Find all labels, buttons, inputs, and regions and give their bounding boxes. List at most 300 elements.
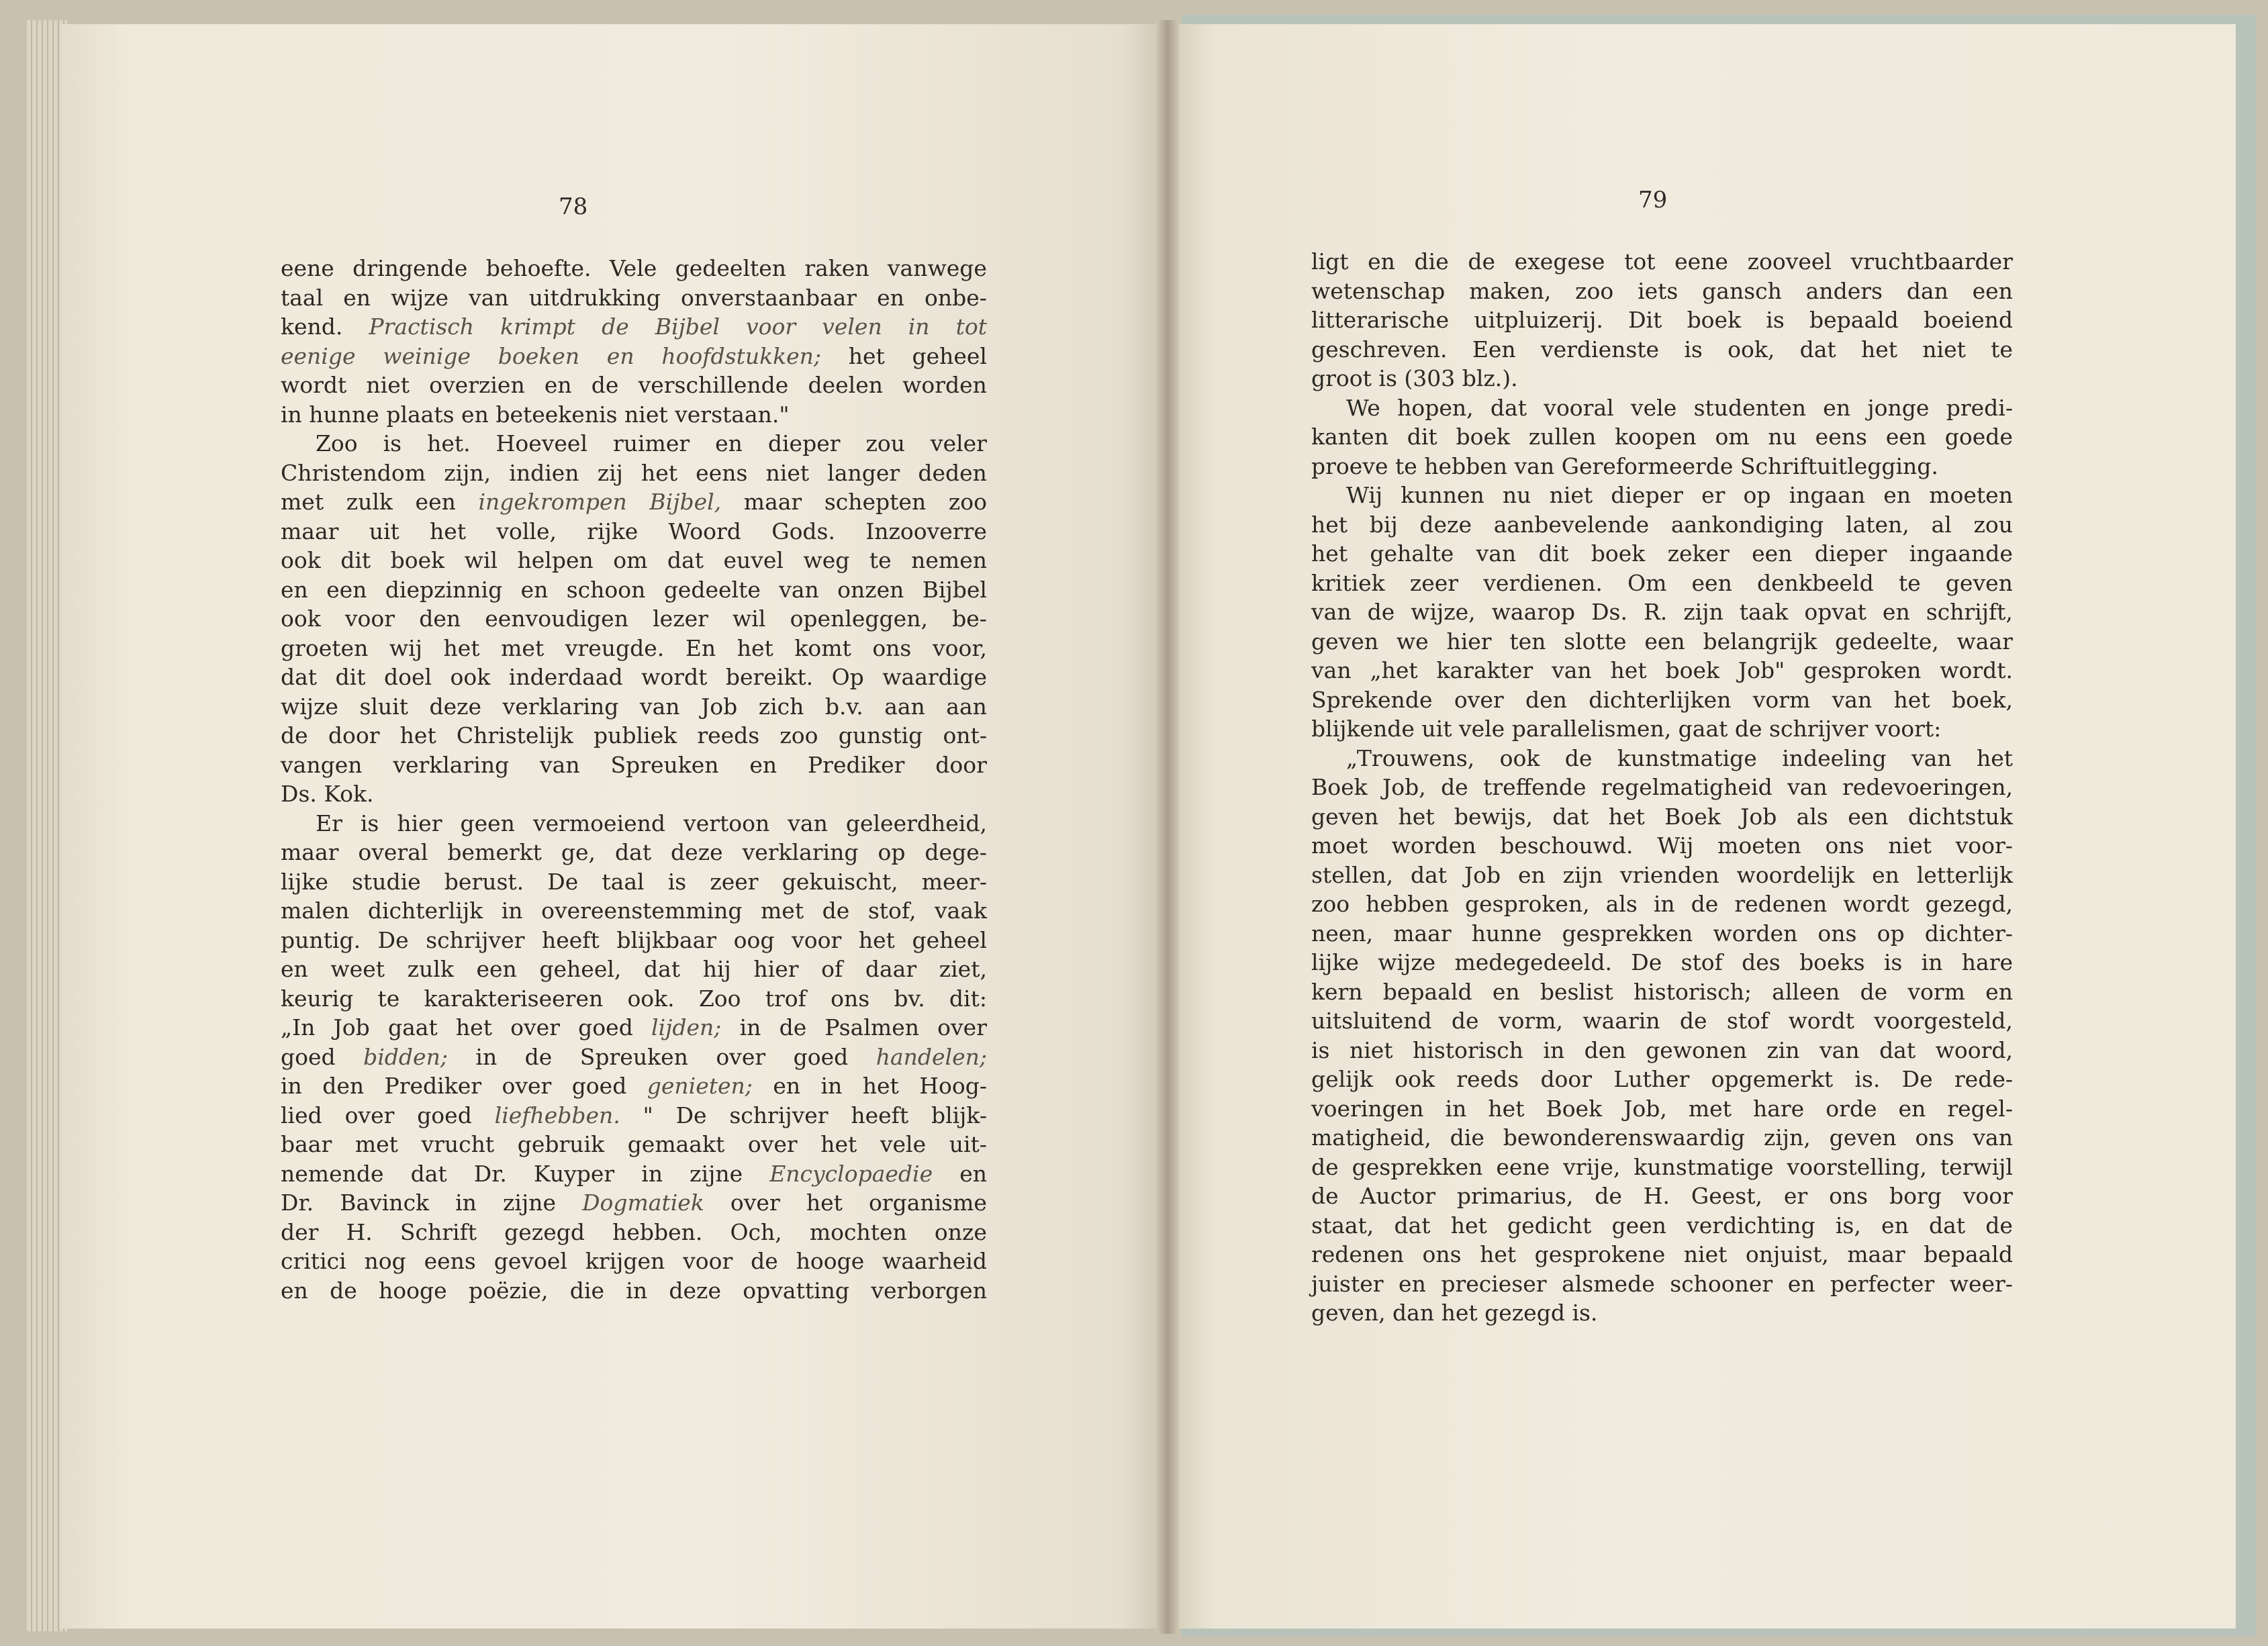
- body-text: op: [1877, 920, 1905, 947]
- body-text: waarop: [1491, 599, 1576, 625]
- text-line: [1311, 889, 2013, 919]
- body-text: vele: [880, 1131, 927, 1157]
- body-text: publiek: [594, 722, 677, 748]
- body-text: onze: [934, 1218, 987, 1245]
- body-text: geen: [1611, 1212, 1666, 1239]
- body-text: en: [715, 430, 743, 456]
- body-text: wil: [464, 547, 498, 573]
- body-text: zulk: [407, 956, 454, 982]
- body-text: kanten: [1311, 424, 1388, 450]
- body-text: het: [1311, 511, 1348, 538]
- body-text: aan: [884, 693, 925, 720]
- body-text: Christendom: [281, 459, 426, 486]
- body-text: dat: [1394, 1212, 1431, 1239]
- body-text: in: [1921, 949, 1943, 975]
- text-line: [281, 283, 987, 313]
- body-text: bepaald: [1924, 1241, 2013, 1267]
- body-text: studenten: [1693, 394, 1806, 421]
- body-text: de: [524, 1043, 553, 1070]
- body-text: aankondiging: [1670, 511, 1824, 538]
- body-text: in: [641, 1160, 663, 1187]
- text-line: [1311, 335, 2013, 365]
- body-text: zij: [597, 459, 623, 486]
- body-text: doel: [383, 664, 432, 690]
- body-text: Wij: [1657, 832, 1694, 859]
- body-text: in hunne plaats en beteekenis niet verstaan.": [281, 401, 790, 428]
- body-text: een: [326, 576, 367, 603]
- body-text: vooral: [1544, 394, 1614, 421]
- body-text: den: [322, 1073, 365, 1099]
- body-text: kunstmatige: [1634, 1153, 1774, 1180]
- body-text: een: [1972, 277, 2013, 304]
- body-text: staat,: [1311, 1212, 1374, 1239]
- body-text: helpen: [517, 547, 594, 573]
- body-text: de: [1564, 744, 1593, 771]
- body-text: matigheid,: [1311, 1124, 1431, 1151]
- body-text: ziet,: [939, 956, 987, 982]
- body-text: als: [1605, 891, 1638, 917]
- body-text: kunnen: [1401, 482, 1484, 508]
- body-text: proeve te hebben van Gereformeerde Schriftuitlegging.: [1311, 452, 1938, 479]
- body-text: woordelijk: [1736, 861, 1855, 888]
- body-text: langer: [827, 459, 900, 486]
- body-text: van: [1820, 1036, 1860, 1063]
- body-text: zijne: [503, 1190, 556, 1216]
- body-text: zullen: [1528, 424, 1597, 450]
- body-text: boek: [1591, 540, 1646, 567]
- body-text: waar: [1956, 628, 2013, 655]
- body-text: dichterlijken: [1589, 686, 1732, 713]
- body-text: karakteriseeren: [424, 985, 604, 1012]
- body-text: jonge: [1867, 394, 1930, 421]
- body-text: taal: [281, 284, 324, 311]
- body-text: hier: [1446, 628, 1492, 655]
- body-text: kritiek: [1311, 569, 1385, 596]
- text-line: [281, 429, 987, 458]
- body-text: een: [1644, 628, 1685, 655]
- body-text: onjuist,: [1745, 1241, 1829, 1267]
- body-text: het: [1976, 744, 2013, 771]
- body-text: niet: [765, 459, 810, 486]
- body-text: Job: [333, 1014, 370, 1040]
- body-text: anders: [1805, 277, 1883, 304]
- italic-text: ingekrompen: [478, 489, 627, 515]
- body-text: voor: [683, 1248, 733, 1274]
- body-text: vruchtbaarder: [1850, 248, 2013, 275]
- body-text: zijn: [1683, 599, 1723, 625]
- body-text: Spreuken: [579, 1043, 688, 1070]
- body-text: Geest,: [1691, 1183, 1762, 1209]
- body-text: verklaring: [502, 693, 619, 720]
- body-text: al: [1931, 511, 1952, 538]
- body-text: heeft: [851, 1102, 909, 1128]
- body-text: maar: [281, 518, 339, 544]
- body-text: dat: [281, 664, 318, 690]
- body-text: redevoeringen,: [1842, 774, 2013, 800]
- body-text: tot: [1624, 248, 1656, 275]
- body-text: Psalmen: [824, 1014, 919, 1040]
- body-text: taak: [1739, 599, 1789, 625]
- body-text: als: [1796, 803, 1828, 830]
- text-line: [281, 342, 987, 371]
- body-text: gebruik: [517, 1131, 605, 1157]
- text-line: [281, 1247, 987, 1276]
- body-text: hare: [1961, 949, 2013, 975]
- body-text: en: [749, 751, 777, 778]
- body-text: Job: [1464, 861, 1501, 888]
- body-text: hebben.: [612, 1218, 703, 1245]
- body-text: der: [281, 1218, 319, 1245]
- left-text-column: [281, 254, 987, 1305]
- body-text: het: [443, 634, 480, 661]
- text-line: [281, 487, 987, 517]
- body-text: die: [1450, 1124, 1484, 1151]
- body-text: indien: [509, 459, 579, 486]
- body-text: Boek: [1664, 803, 1721, 830]
- body-text: terwijl: [1940, 1153, 2013, 1180]
- body-text: nu: [1768, 424, 1797, 450]
- body-text: geven: [1945, 569, 2013, 596]
- body-text: bepaald: [1382, 978, 1472, 1005]
- text-line: [1311, 685, 2013, 715]
- body-text: ook.: [627, 985, 675, 1012]
- body-text: bereikt.: [725, 664, 814, 690]
- body-text: krijgen: [585, 1248, 665, 1274]
- body-text: de: [1367, 599, 1395, 625]
- body-text: overeenstemming: [541, 898, 743, 924]
- body-text: vorm: [1752, 686, 1811, 713]
- text-line: [1311, 1211, 2013, 1241]
- book-gutter: [1156, 20, 1179, 1634]
- body-text: puntig.: [281, 926, 361, 953]
- body-text: mochten: [809, 1218, 907, 1245]
- body-text: lezer: [653, 606, 708, 632]
- body-text: alleen: [1772, 978, 1840, 1005]
- text-line: [281, 1276, 987, 1306]
- body-text: boek: [1687, 307, 1742, 333]
- body-text: boek: [1665, 657, 1720, 683]
- body-text: zijn,: [1763, 1124, 1811, 1151]
- body-text: en: [281, 956, 308, 982]
- body-text: dat: [644, 956, 681, 982]
- body-text: boek: [390, 547, 445, 573]
- body-text: zich: [758, 693, 804, 720]
- text-line: [1311, 481, 2013, 510]
- body-text: deze: [671, 839, 723, 865]
- body-text: bij: [1369, 511, 1398, 538]
- body-text: dit: [340, 547, 371, 573]
- body-text: alsmede: [1562, 1270, 1655, 1297]
- text-line: [1311, 1094, 2013, 1124]
- body-text: niet: [1683, 1241, 1728, 1267]
- body-text: vorm,: [1498, 1008, 1563, 1034]
- body-text: over: [344, 1102, 395, 1128]
- body-text: medegedeeld.: [1454, 949, 1612, 975]
- body-text: gedeelte,: [1835, 628, 1939, 655]
- body-text: uitdrukking: [528, 284, 661, 311]
- body-text: het: [1610, 657, 1647, 683]
- body-text: de: [591, 372, 619, 398]
- body-text: en: [1898, 1095, 1926, 1122]
- body-text: voorstelling,: [1787, 1153, 1927, 1180]
- body-text: het: [1488, 1095, 1525, 1122]
- body-text: critici: [281, 1248, 346, 1274]
- body-text: iets: [1638, 277, 1679, 304]
- body-text: beschouwd.: [1500, 832, 1634, 859]
- body-text: het: [1398, 803, 1435, 830]
- body-text: wordt: [1788, 1008, 1854, 1034]
- body-text: in: [281, 1073, 302, 1099]
- body-text: nu: [1502, 482, 1531, 508]
- text-line: [281, 1013, 987, 1043]
- body-text: in: [820, 1073, 843, 1099]
- body-text: waardige: [882, 664, 987, 690]
- body-text: vrije,: [1563, 1153, 1621, 1180]
- body-text: of: [821, 956, 843, 982]
- body-text: en: [1881, 1212, 1909, 1239]
- body-text: poëzie,: [469, 1277, 549, 1304]
- body-text: uit-: [949, 1131, 987, 1157]
- body-text: en: [1399, 1270, 1426, 1297]
- body-text: maar: [1847, 1241, 1905, 1267]
- body-text: litterarische: [1311, 307, 1450, 333]
- body-text: moeten: [1717, 832, 1801, 859]
- body-text: gesprekken: [1562, 920, 1693, 947]
- text-line: [281, 1071, 987, 1101]
- body-text: be-: [952, 606, 987, 632]
- body-text: H.: [346, 1218, 373, 1245]
- body-text: overal: [358, 839, 428, 865]
- body-text: predi-: [1946, 394, 2013, 421]
- body-text: Er: [316, 810, 342, 836]
- body-text: opvat: [1804, 599, 1867, 625]
- body-text: is: [1311, 1036, 1330, 1063]
- text-line: [281, 1043, 987, 1072]
- body-text: eene: [1496, 1153, 1550, 1180]
- body-text: De: [675, 1102, 707, 1128]
- body-text: volle,: [496, 518, 557, 544]
- body-text: hopen,: [1397, 394, 1474, 421]
- body-text: het: [1608, 803, 1645, 830]
- text-line: [281, 517, 987, 546]
- body-text: treffende: [1483, 774, 1587, 800]
- text-line: [1311, 773, 2013, 802]
- body-text: over: [747, 1131, 798, 1157]
- text-line: [281, 458, 987, 488]
- body-text: meer-: [921, 868, 987, 895]
- body-text: Ds. Kok.: [281, 781, 374, 807]
- body-text: slotte: [1564, 628, 1627, 655]
- italic-text: Dogmatiek: [582, 1190, 704, 1216]
- page-number-right: 79: [1638, 187, 1668, 213]
- body-text: dat: [1799, 336, 1836, 362]
- body-text: met: [355, 1131, 398, 1157]
- body-text: goede: [1944, 424, 2013, 450]
- body-text: Och,: [730, 1218, 782, 1245]
- body-text: beslist: [1540, 978, 1613, 1005]
- body-text: gezegd,: [1925, 891, 2013, 917]
- body-text: waarheid: [882, 1248, 987, 1274]
- body-text: gunstig: [838, 722, 923, 748]
- body-text: indeeling: [1782, 744, 1887, 771]
- body-text: Prediker: [384, 1073, 482, 1099]
- body-text: dat: [1552, 803, 1589, 830]
- body-text: komt: [794, 634, 851, 661]
- body-text: is: [1684, 336, 1703, 362]
- body-text: zulk: [346, 489, 393, 515]
- body-text: vaak: [935, 898, 987, 924]
- body-text: is,: [1835, 1212, 1861, 1239]
- body-text: die: [1414, 248, 1449, 275]
- body-text: en: [773, 1073, 801, 1099]
- text-line: [281, 1130, 987, 1159]
- text-line: [281, 604, 987, 634]
- body-text: weet: [330, 956, 385, 982]
- body-text: Een: [1472, 336, 1516, 362]
- text-line: [1311, 305, 2013, 335]
- body-text: en: [1985, 978, 2013, 1005]
- body-text: dichter-: [1924, 920, 2013, 947]
- body-text: geven, dan het gezegd is.: [1311, 1300, 1598, 1326]
- body-text: Zoo: [698, 985, 741, 1012]
- body-text: geven: [1829, 1124, 1897, 1151]
- body-text: eene: [281, 255, 334, 281]
- body-text: het: [858, 926, 895, 953]
- body-text: en: [1872, 861, 1899, 888]
- body-text: hebben: [1366, 891, 1449, 917]
- body-text: voor-: [1955, 832, 2013, 859]
- body-text: dit: [335, 664, 366, 690]
- body-text: deelen: [808, 372, 883, 398]
- body-text: geven: [1311, 803, 1379, 830]
- body-text: en: [877, 284, 904, 311]
- body-text: niet: [1888, 832, 1932, 859]
- body-text: Op: [831, 664, 864, 690]
- body-text: hooge: [379, 1277, 447, 1304]
- body-text: hier: [397, 810, 442, 836]
- body-text: het: [737, 634, 773, 661]
- body-text: wijze: [281, 693, 338, 720]
- italic-text: krimpt: [500, 313, 576, 340]
- body-text: niet: [366, 372, 410, 398]
- body-text: uitpluizerij.: [1474, 307, 1603, 333]
- body-text: des: [1742, 949, 1781, 975]
- body-text: raken: [804, 255, 869, 281]
- body-text: berust.: [444, 868, 524, 895]
- body-text: de: [1311, 1153, 1339, 1180]
- body-text: schrijver: [426, 926, 525, 953]
- body-text: rijke: [587, 518, 639, 544]
- body-text: Job: [1740, 803, 1777, 830]
- body-text: en: [1823, 394, 1851, 421]
- body-text: Bijbel: [922, 576, 987, 603]
- body-text: ruimer: [612, 430, 690, 456]
- body-text: weg: [803, 547, 850, 573]
- body-text: wijze,: [1411, 599, 1476, 625]
- body-text: aanbevelende: [1493, 511, 1650, 538]
- body-text: wetenschap: [1311, 277, 1446, 304]
- body-text: opvatting: [743, 1277, 850, 1304]
- body-text: nemen: [911, 547, 987, 573]
- body-text: maar: [743, 489, 802, 515]
- body-text: bewijs,: [1454, 803, 1533, 830]
- body-text: van: [1311, 599, 1352, 625]
- body-text: voor,: [932, 634, 987, 661]
- body-text: dat: [1490, 394, 1527, 421]
- text-line: [1311, 744, 2013, 773]
- body-text: wordt: [281, 372, 347, 398]
- body-text: gedicht: [1507, 1212, 1592, 1239]
- body-text: ont-: [943, 722, 987, 748]
- body-text: perfecter: [1830, 1270, 1935, 1297]
- body-text: Kuyper: [533, 1160, 615, 1187]
- body-text: van: [779, 576, 819, 603]
- body-text: zoo: [1311, 891, 1350, 917]
- body-text: gevoel: [493, 1248, 567, 1274]
- body-text: in: [475, 1043, 498, 1070]
- body-text: eens: [696, 459, 748, 486]
- body-text: dat: [1410, 861, 1448, 888]
- text-line: [281, 400, 987, 430]
- body-text: karakter: [1436, 657, 1533, 683]
- body-text: Job,: [1623, 1095, 1667, 1122]
- body-text: weer-: [1949, 1270, 2013, 1297]
- body-text: sluit: [359, 693, 408, 720]
- body-text: wijze: [391, 284, 449, 311]
- body-text: Hoog-: [919, 1073, 987, 1099]
- body-text: dit: [1538, 540, 1569, 567]
- body-text: en: [1492, 978, 1520, 1005]
- page-number-left: 78: [559, 193, 588, 220]
- italic-text: hoofdstukken;: [661, 342, 821, 369]
- body-text: onzen: [837, 576, 904, 603]
- italic-text: lijden;: [651, 1014, 722, 1040]
- body-text: worden: [902, 372, 987, 398]
- text-line: [281, 663, 987, 692]
- body-text: en: [544, 372, 572, 398]
- body-text: de: [1985, 1212, 2013, 1239]
- body-text: de: [751, 1248, 778, 1274]
- body-text: verdichting: [1687, 1212, 1815, 1239]
- body-text: ook: [1395, 1066, 1435, 1092]
- body-text: ten: [1509, 628, 1546, 655]
- body-text: het: [1480, 1241, 1517, 1267]
- body-text: wijze: [1378, 949, 1436, 975]
- body-text: Gods.: [771, 518, 835, 544]
- body-text: vanwege: [887, 255, 987, 281]
- body-text: diepzinnig: [385, 576, 503, 603]
- body-text: van: [1476, 540, 1517, 567]
- body-text: zou: [865, 430, 905, 456]
- body-text: zoo: [1575, 277, 1614, 304]
- body-text: niet: [1349, 1036, 1393, 1063]
- body-text: ons: [831, 985, 870, 1012]
- body-text: en: [281, 576, 308, 603]
- text-line: [281, 1218, 987, 1247]
- body-text: malen: [281, 898, 350, 924]
- body-text: verdienen.: [1483, 569, 1603, 596]
- body-text: ons: [1915, 1124, 1954, 1151]
- body-text: gedeelte: [663, 576, 761, 603]
- body-text: de: [330, 1277, 357, 1304]
- body-text: over: [502, 1073, 552, 1099]
- body-text: het: [430, 518, 467, 544]
- body-text: een: [1691, 569, 1732, 596]
- text-line: [281, 692, 987, 722]
- body-text: kunstmatige: [1617, 744, 1757, 771]
- text-line: [1311, 831, 2013, 861]
- body-text: dat: [667, 547, 704, 573]
